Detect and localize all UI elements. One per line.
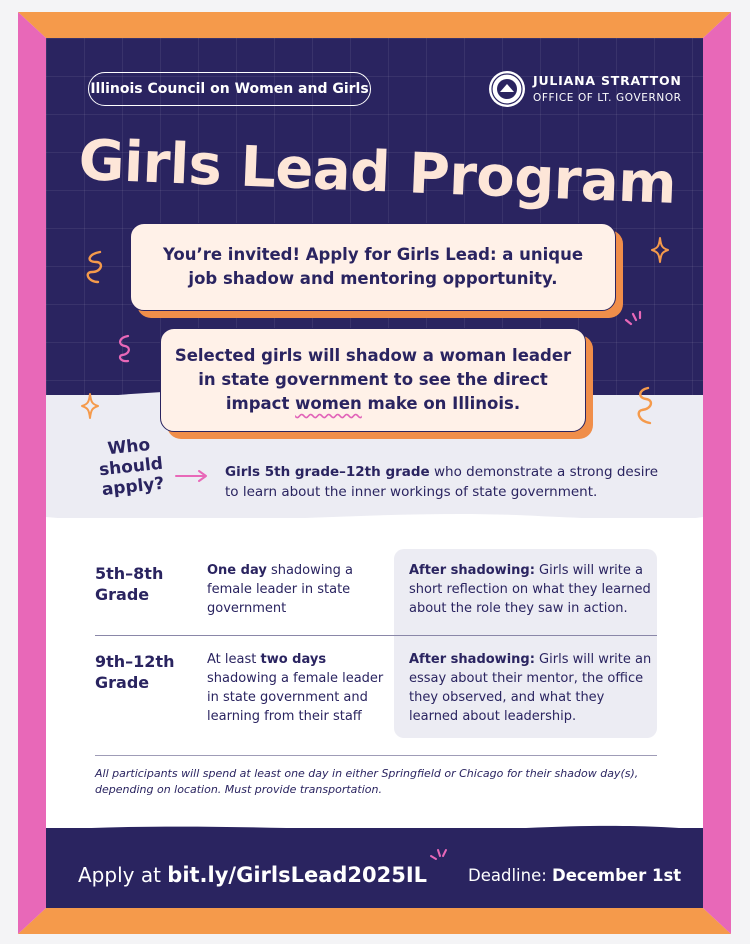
wave-footer-edge xyxy=(46,818,703,842)
sparkle-icon xyxy=(650,236,670,264)
shadow-duration-5-8: One day shadowing a female leader in state government xyxy=(207,563,353,616)
squiggle-icon xyxy=(82,248,108,288)
grade-label-9-12: 9th–12th Grade xyxy=(95,652,175,692)
who-should-apply-heading: Who should apply? xyxy=(98,434,166,501)
apply-line xyxy=(78,861,427,889)
apply-url-link[interactable]: bit.ly/GirlsLead2025IL xyxy=(167,863,428,887)
deadline-label: Deadline: xyxy=(468,866,553,885)
shadow-line-1: Selected girls will shadow a woman leader xyxy=(174,346,572,365)
squiggle-icon xyxy=(632,385,658,427)
lt-governor-office: OFFICE OF LT. GOVERNOR xyxy=(533,92,682,104)
squiggle-icon xyxy=(116,334,134,364)
invite-line-1: You’re invited! Apply for Girls Lead: a unique xyxy=(162,245,584,264)
shadow-card xyxy=(160,328,586,432)
council-pill: Illinois Council on Women and Girls xyxy=(88,72,371,106)
deadline-value: December 1st xyxy=(552,866,682,885)
wave-mid-edge xyxy=(46,505,703,535)
shadow-duration-9-12: At least two days shadowing a female leader in state government and learning from their staff xyxy=(207,652,384,724)
after-shadowing-9-12: After shadowing: Girls will write an essay about their mentor, the office they observed, and what they learned about leadership. xyxy=(409,652,652,724)
state-seal-icon xyxy=(488,70,526,108)
note-divider xyxy=(95,755,657,756)
shadow-line-3: impact women make on Illinois. xyxy=(225,394,521,413)
sparkle-icon xyxy=(80,392,100,420)
page-title: Girls Lead Program xyxy=(77,128,678,217)
burst-icon xyxy=(428,846,452,868)
burst-icon xyxy=(622,306,648,332)
arrow-right-icon xyxy=(174,469,210,483)
eligibility-text: Girls 5th grade–12th grade who demonstrate a strong desire to learn about the inner workings of state government. xyxy=(225,464,659,500)
after-shadowing-5-8: After shadowing: Girls will write a short reflection on what they learned about the role they saw in action. xyxy=(409,563,651,616)
deadline-line xyxy=(468,864,681,888)
invite-card xyxy=(130,223,616,311)
lt-governor-name: JULIANA STRATTON xyxy=(533,73,682,88)
participation-note: All participants will spend at least one day in either Springfield or Chicago for their shadow day(s), depending on location. Must provide transportation. xyxy=(95,767,639,796)
shadow-line-2: in state government to see the direct xyxy=(198,370,548,389)
grade-label-5-8: 5th–8th Grade xyxy=(95,564,164,604)
invite-line-2: job shadow and mentoring opportunity. xyxy=(188,269,558,288)
apply-label: Apply at xyxy=(78,863,168,887)
